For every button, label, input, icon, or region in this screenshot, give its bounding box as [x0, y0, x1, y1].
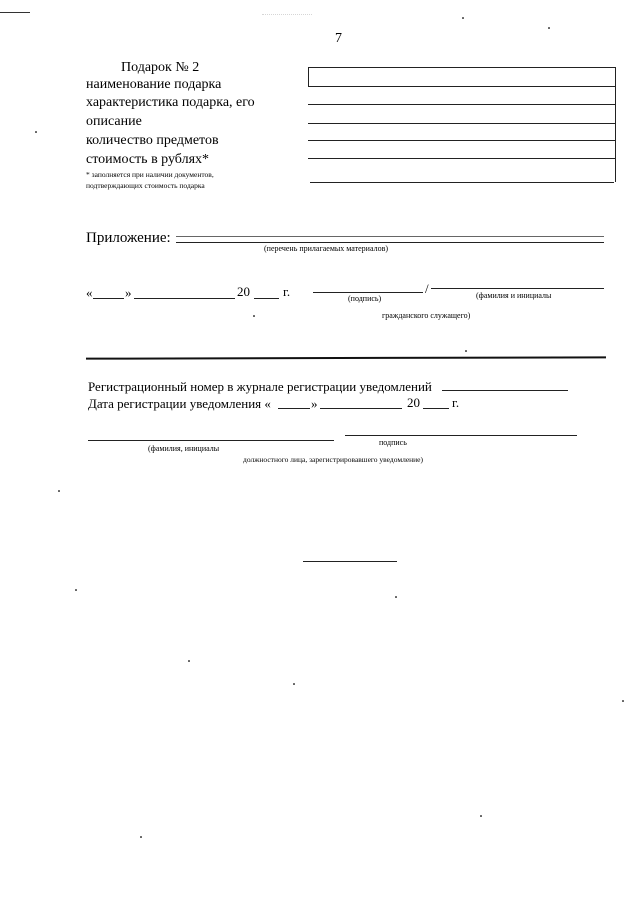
sig-year-field[interactable] [254, 298, 279, 299]
speck [622, 700, 624, 702]
sig-slash: / [425, 281, 429, 296]
attachment-line[interactable] [176, 242, 604, 243]
reg-year-field[interactable] [423, 408, 449, 409]
speck [140, 836, 142, 838]
official-name-field[interactable] [88, 440, 334, 441]
gift-footnote-2: подтверждающих стоимость подарка [86, 181, 205, 190]
official-sign-field[interactable] [345, 435, 577, 436]
sig-year-suffix: г. [283, 284, 291, 299]
speck [188, 660, 190, 662]
official-caption-2: должностного лица, зарегистрировавшего уведомление) [243, 455, 423, 464]
gift-desc-label-1: характеристика подарка, его [86, 95, 255, 110]
speck [35, 131, 37, 133]
reg-date-label: Дата регистрации уведомления « [88, 396, 271, 411]
gift-footnote-1: * заполняется при наличии документов, [86, 170, 214, 179]
speck [253, 315, 255, 317]
official-sign-caption: подпись [379, 438, 407, 447]
gift-qty-field[interactable] [308, 140, 615, 141]
reg-number-label: Регистрационный номер в журнале регистрации уведомлений [88, 379, 432, 394]
sig-sign-field[interactable] [313, 292, 423, 293]
speck [75, 589, 77, 591]
reg-year-prefix: 20 [407, 395, 420, 410]
gift-title: Подарок № 2 [121, 60, 200, 75]
gift-desc-label-2: описание [86, 114, 142, 129]
sig-date-close: » [125, 285, 132, 300]
gift-cost-label: стоимость в рублях* [86, 152, 210, 167]
page-number: 7 [335, 31, 342, 46]
gift-name-label: наименование подарка [86, 77, 222, 92]
sig-name-caption-2: гражданского служащего) [382, 311, 471, 320]
speck [548, 27, 550, 29]
attachment-line-2 [176, 236, 604, 237]
speck [395, 596, 397, 598]
gift-desc-field-2[interactable] [308, 123, 615, 124]
sig-day-field[interactable] [93, 298, 124, 299]
sig-year-prefix: 20 [237, 284, 250, 299]
gift-name-field[interactable] [308, 67, 615, 68]
speck [462, 17, 464, 19]
sig-month-field[interactable] [134, 298, 235, 299]
gift-name-field-2[interactable] [308, 86, 615, 87]
gift-field-frame [308, 67, 616, 182]
attachment-label: Приложение: [86, 230, 171, 246]
reg-date-close: » [311, 396, 318, 411]
sig-name-caption: (фамилия и инициалы [476, 291, 552, 300]
top-left-mark [0, 12, 30, 13]
gift-box-left-edge [308, 67, 309, 87]
attachment-caption: (перечень прилагаемых материалов) [264, 244, 389, 253]
official-name-caption: (фамилия, инициалы [148, 444, 220, 453]
sig-date-open: « [86, 285, 93, 300]
speck [465, 350, 467, 352]
gift-qty-label: количество предметов [86, 133, 219, 148]
stamp-smudge [262, 0, 312, 15]
gift-cost-field-2[interactable] [310, 182, 614, 183]
reg-day-field[interactable] [278, 408, 310, 409]
speck [58, 490, 60, 492]
section-divider [86, 356, 606, 359]
speck [293, 683, 295, 685]
gift-desc-field[interactable] [308, 104, 615, 105]
reg-month-field[interactable] [320, 408, 402, 409]
end-rule [303, 561, 397, 562]
sig-sign-caption: (подпись) [348, 294, 382, 303]
reg-number-field[interactable] [442, 390, 568, 391]
gift-cost-field[interactable] [308, 158, 615, 159]
reg-year-suffix: г. [452, 395, 460, 410]
speck [480, 815, 482, 817]
sig-name-field[interactable] [431, 288, 604, 289]
